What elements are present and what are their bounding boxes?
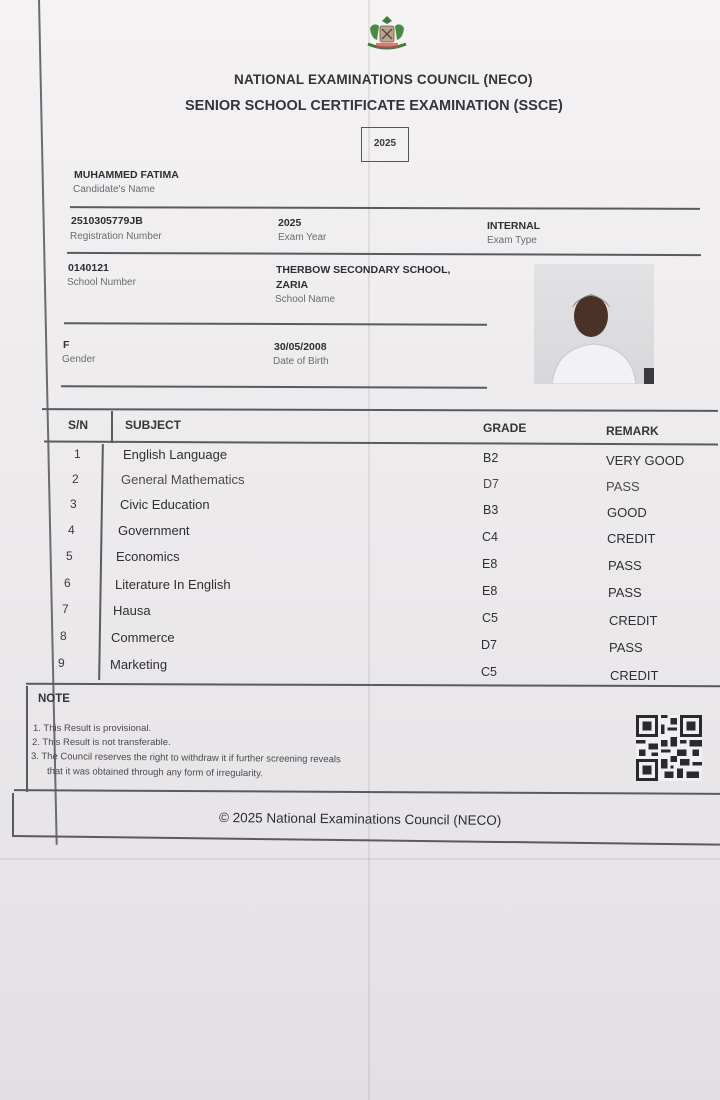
row-remark: CREDIT [607, 531, 656, 546]
row-subject: Government [118, 523, 190, 538]
row-subject: Economics [116, 549, 180, 564]
gender: F [63, 339, 70, 351]
row-subject: Marketing [110, 657, 168, 672]
row-subject: Hausa [113, 603, 151, 618]
registration-label: Registration Number [70, 231, 162, 242]
candidate-photo-figure [534, 264, 654, 384]
paper-fold-horizontal [0, 858, 720, 860]
left-border [38, 0, 58, 845]
exam-year: 2025 [278, 217, 302, 229]
header-subject: SUBJECT [125, 418, 182, 432]
qr-code-icon [636, 714, 702, 782]
row-sn: 7 [62, 602, 69, 616]
row-grade: E8 [482, 557, 498, 571]
header-remark: REMARK [606, 424, 659, 438]
header-grade: GRADE [483, 421, 527, 435]
note-item: 3. The Council reserves the right to withdraw it if further screening reveals [30, 751, 341, 766]
note-item: that it was obtained through any form of irregularity. [46, 766, 263, 780]
date-of-birth: 30/05/2008 [274, 341, 327, 353]
copyright-footer: © 2025 National Examinations Council (NECO) [218, 810, 502, 828]
row-sn: 2 [72, 472, 79, 486]
row-remark: GOOD [607, 505, 647, 520]
divider [61, 385, 487, 388]
year-box-text: 2025 [373, 138, 397, 149]
table-top-border [42, 408, 718, 411]
exam-title: SENIOR SCHOOL CERTIFICATE EXAMINATION (SSCE) [185, 98, 563, 114]
row-subject: Commerce [111, 630, 175, 645]
note-title: NOTE [38, 693, 70, 705]
row-sn: 9 [58, 656, 65, 670]
table-column-divider [98, 444, 103, 680]
footer-top-border [14, 789, 720, 794]
row-sn: 4 [68, 523, 75, 537]
row-grade: D7 [483, 477, 499, 491]
table-header-border [44, 441, 718, 445]
neco-coat-of-arms-icon [362, 14, 412, 52]
school-name-label: School Name [275, 294, 336, 305]
footer-left-border [12, 793, 14, 835]
row-grade: C5 [482, 611, 498, 625]
row-subject: English Language [123, 447, 228, 462]
note-left-border [26, 686, 28, 792]
note-item: 1. This Result is provisional. [33, 723, 152, 734]
row-grade: B3 [483, 503, 499, 517]
registration-number: 2510305779JB [71, 215, 143, 227]
row-grade: C4 [482, 530, 498, 544]
header-sn: S/N [68, 418, 89, 432]
row-subject: Literature In English [115, 577, 231, 592]
school-number: 0140121 [68, 262, 109, 274]
divider [67, 252, 701, 256]
row-sn: 6 [64, 576, 71, 590]
divider [70, 206, 700, 209]
row-sn: 8 [60, 629, 67, 643]
row-subject: General Mathematics [121, 472, 245, 487]
date-of-birth-label: Date of Birth [273, 356, 329, 367]
row-subject: Civic Education [120, 497, 210, 512]
row-grade: E8 [482, 584, 498, 598]
row-remark: PASS [606, 479, 640, 494]
row-grade: B2 [483, 451, 499, 465]
candidate-photo [534, 264, 654, 384]
council-title: NATIONAL EXAMINATIONS COUNCIL (NECO) [234, 72, 533, 87]
row-grade: D7 [481, 638, 497, 652]
row-remark: PASS [609, 640, 643, 655]
paper-fold-vertical [368, 0, 370, 1100]
row-remark: CREDIT [609, 613, 658, 628]
row-remark: PASS [608, 558, 642, 573]
candidate-name: MUHAMMED FATIMA [74, 169, 179, 181]
school-number-label: School Number [67, 277, 136, 288]
note-item: 2. This Result is not transferable. [32, 737, 171, 748]
table-bottom-border [26, 683, 720, 687]
row-remark: CREDIT [610, 668, 659, 683]
row-sn: 3 [70, 497, 77, 511]
table-column-divider [111, 411, 113, 443]
candidate-name-label: Candidate's Name [73, 184, 155, 195]
row-sn: 5 [66, 549, 73, 563]
school-name-line2: ZARIA [276, 279, 309, 291]
gender-label: Gender [62, 354, 96, 365]
row-grade: C5 [481, 665, 497, 679]
exam-type: INTERNAL [487, 220, 541, 232]
year-box [361, 127, 409, 162]
school-name-line1: THERBOW SECONDARY SCHOOL, [276, 264, 451, 276]
exam-type-label: Exam Type [487, 235, 537, 246]
row-remark: VERY GOOD [606, 453, 685, 468]
exam-year-label: Exam Year [278, 232, 327, 243]
row-sn: 1 [74, 447, 81, 461]
divider [64, 322, 487, 325]
row-remark: PASS [608, 585, 642, 600]
footer-bottom-border [12, 835, 720, 845]
